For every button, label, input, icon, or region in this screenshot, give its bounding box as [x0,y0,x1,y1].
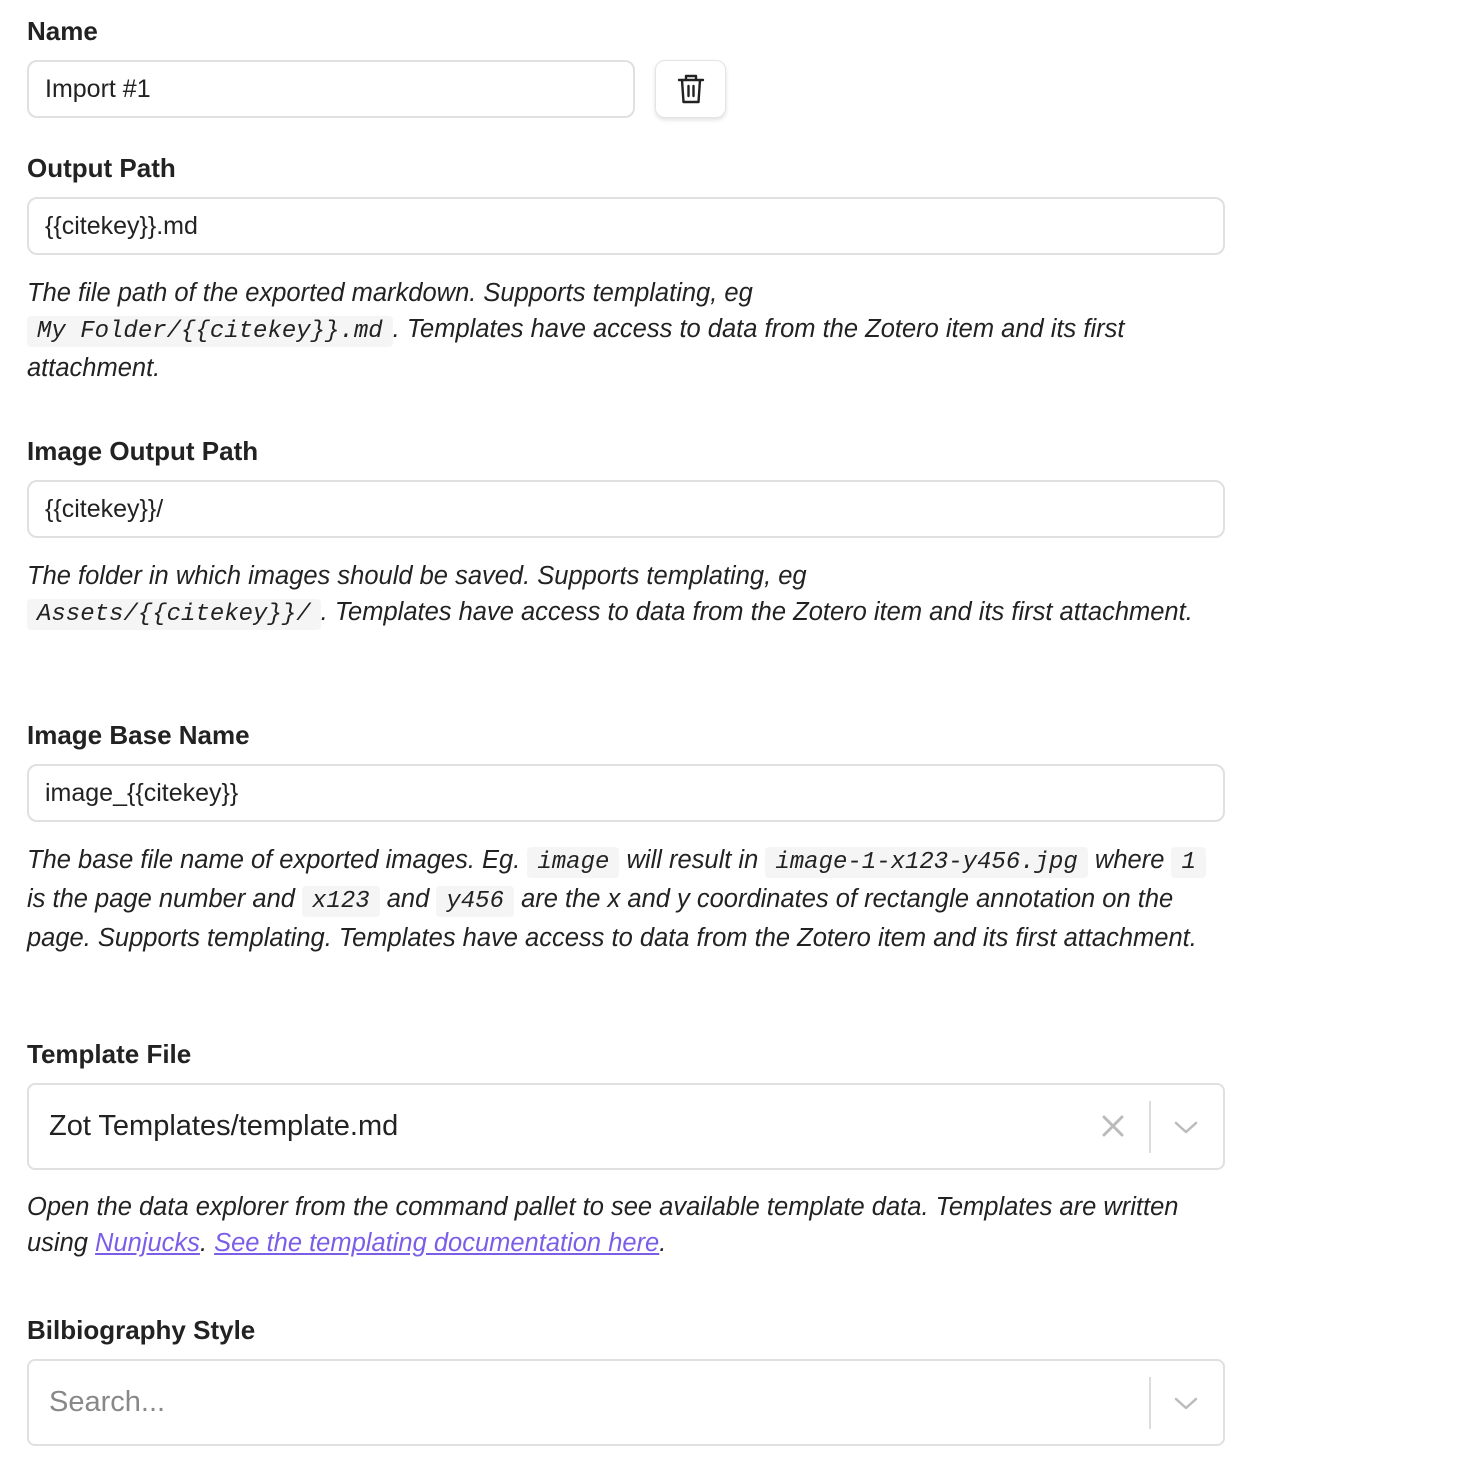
chevron-down-icon[interactable] [1173,1115,1199,1139]
name-label: Name [27,16,98,46]
trash-icon [676,73,706,105]
template-file-select[interactable] [27,1083,1225,1170]
clear-icon[interactable] [1099,1112,1127,1140]
output-path-label: Output Path [27,153,176,183]
image-output-path-label: Image Output Path [27,436,259,466]
bibliography-style-select[interactable] [27,1359,1225,1446]
image-base-name-input[interactable] [27,764,1225,822]
template-file-value: Zot Templates/template.md [49,1110,399,1142]
output-path-input[interactable] [27,197,1225,255]
code-example: Assets/{{citekey}}/ [27,599,321,630]
templating-docs-link[interactable]: See the templating documentation here [214,1229,660,1257]
select-divider [1149,1377,1151,1429]
image-output-path-description: The folder in which images should be saved. Supports templating, eg Assets/{{citekey}}/ . Templates have access to data from the Zotero item and its first attachment. [27,562,1193,628]
image-output-path-input[interactable] [27,480,1225,538]
image-base-name-label: Image Base Name [27,720,250,750]
nunjucks-link[interactable]: Nunjucks [95,1229,200,1257]
template-file-label: Template File [27,1039,192,1069]
bibliography-style-search[interactable]: Search... [49,1386,166,1418]
select-divider [1149,1101,1151,1153]
template-file-description: Open the data explorer from the command pallet to see available template data. Templates are written using Nunjucks. See the templating documentation here. [27,1193,1179,1257]
output-path-description: The file path of the exported markdown. Supports templating, eg My Folder/{{citekey}}.md . Templates have access to data from the Zotero item and its first attachment. [27,279,1125,382]
name-input[interactable] [27,60,635,118]
code-example: My Folder/{{citekey}}.md [27,316,393,347]
bibliography-style-label: Bilbiography Style [27,1315,256,1345]
chevron-down-icon[interactable] [1173,1391,1199,1415]
delete-button[interactable] [655,60,726,118]
image-base-name-description: The base file name of exported images. Eg. image will result in image-1-x123-y456.jpg where 1 is the page number and x123 and y456 are the x and y coordinates of rectangle annotation on the page. Supports templating. Templates have access to data from the Zotero item and its first attachment. [27,842,1227,956]
